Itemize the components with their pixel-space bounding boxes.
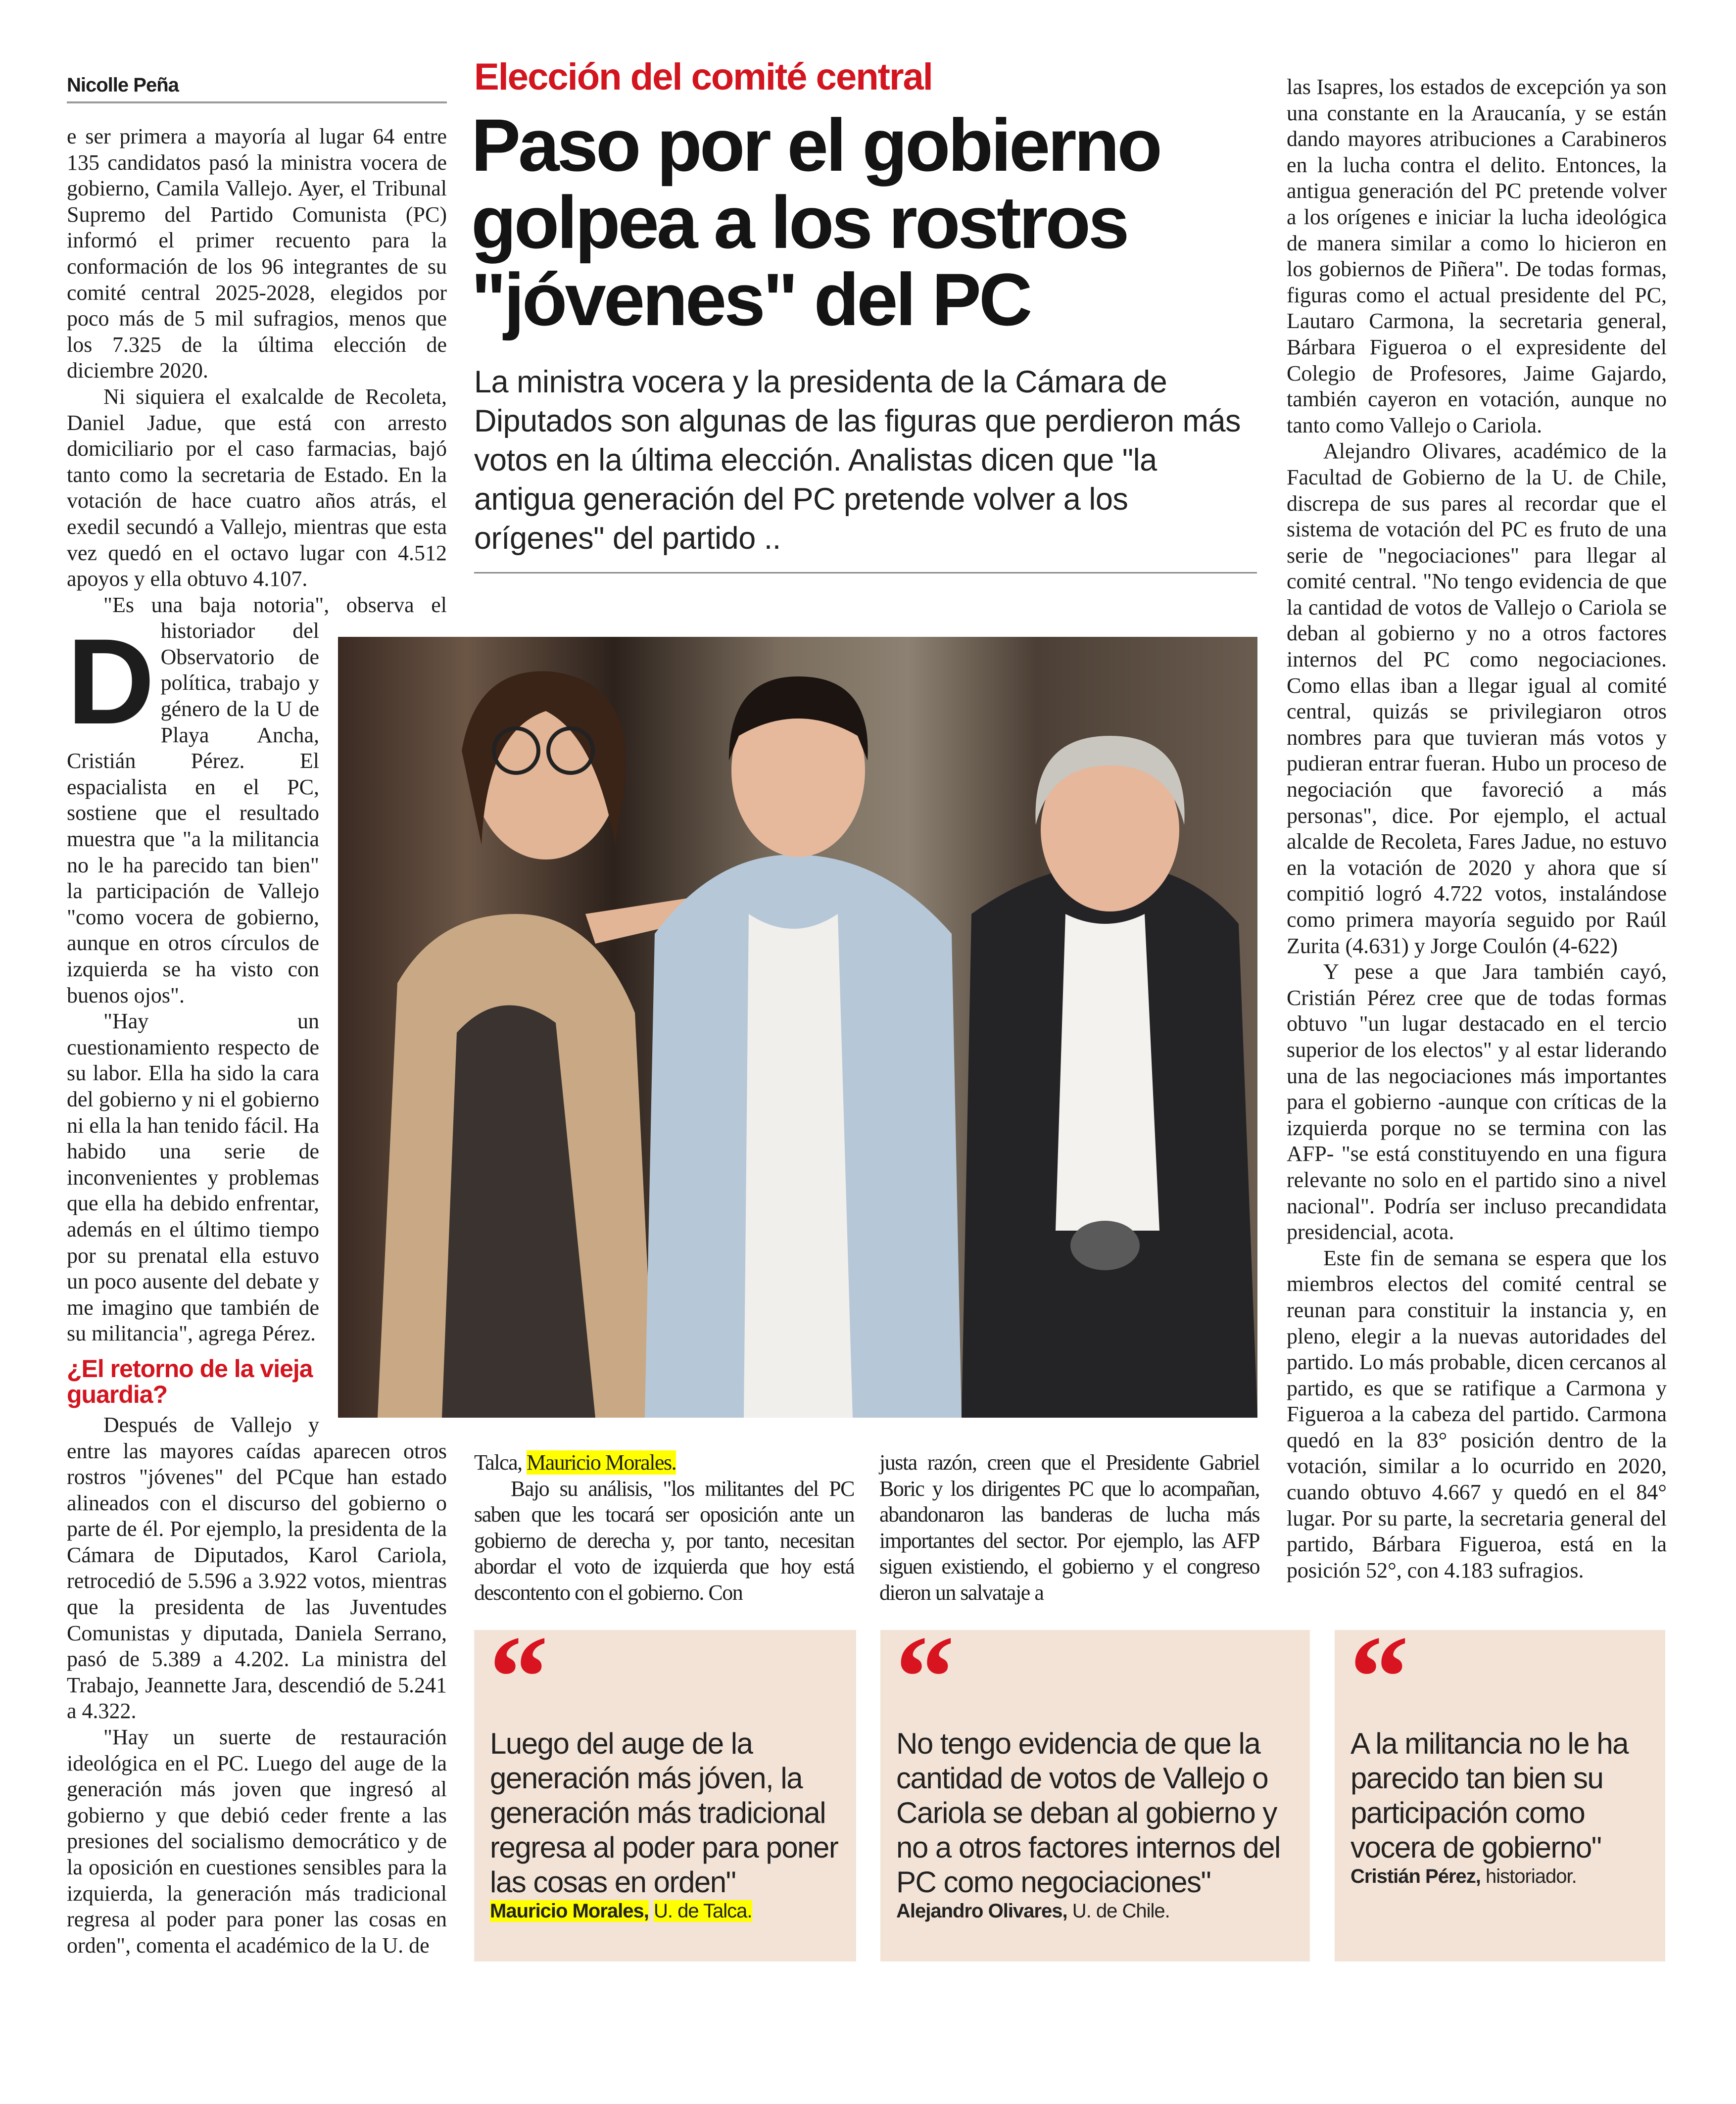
quote-text: A la militancia no le ha parecido tan bien su participación como vocera de gobierno" [1350, 1727, 1629, 1864]
paragraph: Alejandro Olivares, académico de la Facultad de Gobierno de la U. de Chile, discrepa de sus pares al recordar que el sistema de votación del PC es fruto de una serie de "negociaciones" para llegar al comité central. "No tengo evidencia de que la cantidad de votos de Vallejo o Cariola se deban al gobierno y no a otros factores internos del PC como negociaciones. Como ellas iban a llegar igual al comité central, quizás se privilegiaron otros nombres para que tuvieran más votos y pudieran entrar fueran. Hubo un proceso de negociación que favoreció a más personas", dice. Por ejemplo, el actual alcalde de Recoleta, Fares Jadue, no estuvo en la votación de 2020 y ahora que sí compitió logró 4.722 votos, instalándose como primera mayoría seguido por Raúl Zurita (4.631) y Jorge Coulón (4-622) [1287, 439, 1667, 958]
quote-mark-icon: “ [895, 1611, 955, 1743]
paragraph [474, 1450, 854, 1476]
paragraph-text: e ser primera a mayoría al lugar 64 entre 135 candidatos pasó la ministra vocera de gobierno, Camila Vallejo. Ayer, el Tribunal Supremo del Partido Comunista (PC) informó el primer recuento para la conformación de los 96 integrantes de su comité central 2025-2028, elegidos por poco más de 5 mil sufragios, menos que los 7.325 de la última elección de diciembre 2020. [67, 124, 447, 383]
quote-author: Mauricio Morales, [490, 1900, 649, 1922]
middle-column-2 [879, 1450, 1259, 1606]
quote-author-role: U. de Chile. [1072, 1900, 1170, 1922]
paragraph: Después de Vallejo y entre las mayores caídas aparecen otros rostros "jóvenes" del PCque han estado alineados con el discurso del gobierno o parte de él. Por ejemplo, la presidenta de la Cámara de Diputados, Karol Cariola, retrocedió de 5.596 a 3.922 votos, mientras que la presidenta de las Juventudes Comunistas y diputada, Daniela Serrano, pasó de 5.389 a 4.202. La ministra del Trabajo, Jeannette Jara, descendió de 5.241 a 4.322. [67, 1412, 447, 1723]
pull-quote [880, 1611, 1310, 1961]
headline: Paso por el gobierno golpea a los rostros "jóvenes" del PC [471, 103, 1160, 341]
pull-quote-text [896, 1726, 1300, 1922]
quote-author-role: U. de Talca. [654, 1900, 752, 1922]
subheading: ¿El retorno de la vieja guardia? [67, 1354, 313, 1408]
kicker: Elección del comité central [474, 56, 932, 98]
drop-cap: D [67, 614, 152, 750]
dek-divider [474, 572, 1257, 574]
pull-quote-text [490, 1726, 846, 1922]
pull-quote [474, 1611, 856, 1961]
paragraph: Ni siquiera el exalcalde de Recoleta, Daniel Jadue, que está con arresto domiciliario por el caso farmacias, bajó tanto como la secretaria de Estado. En la votación de hace cuatro años atrás, el exedil secundó a Vallejo, mientras que esta vez quedó en el octavo lugar con 4.512 apoyos y ella obtuvo 4.107. [67, 384, 447, 591]
paragraph-text: Talca, [474, 1450, 527, 1475]
headline-block [471, 103, 1263, 574]
article-photo [338, 637, 1257, 1418]
quote-mark-icon: “ [1350, 1611, 1409, 1743]
highlighted-text: Mauricio Morales. [527, 1450, 676, 1475]
paragraph: "Hay un suerte de restauración ideológica en el PC. Luego del auge de la generación más joven que ingresó al gobierno y que debió ceder frente a las presiones del socialismo democrático y de la oposición en cuestiones sensibles para la izquierda, la generación más tradicional regresa al poder para poner las cosas en orden", comenta el académico de la U. de [67, 1725, 447, 1958]
dek: La ministra vocera y la presidenta de la Cámara de Diputados son algunas de las figuras que perdieron más votos en la última elección. Analistas dicen que "la antigua generación del PC pretende volver a los orígenes" del partido .. [474, 365, 1241, 556]
paragraph: Y pese a que Jara también cayó, Cristián Pérez cree que de todas formas obtuvo "un lugar destacado en el tercio superior de los electos" y al estar liderando una de las negociaciones más importantes para el gobierno -aunque con críticas de la izquierda porque no se termina con las AFP- "se está constituyendo en una figura relevante no solo en el partido sino a nivel nacional". Podría ser incluso precandidata presidencial, acota. [1287, 959, 1667, 1244]
paragraph: "Es una baja notoria", observa el historiador del Observatorio de política, trabajo y género de la U de Playa Ancha, Cristián Pérez. El espacialista en el PC, sostiene que el resultado muestra que "a la militancia no le ha parecido tan bien" la participación de Vallejo "como vocera de gobierno, aunque en otros círculos de izquierda se ha visto con buenos ojos". [67, 592, 447, 1007]
quote-text: Luego del auge de la generación más jóven, la generación más tradicional regresa al poder para poner las cosas en orden" [490, 1727, 838, 1899]
quote-author-role: historiador. [1486, 1865, 1577, 1887]
quote-attribution [490, 1900, 846, 1922]
paragraph: Bajo su análisis, "los militantes del PC saben que les tocará ser oposición ante un gobierno de derecha y, por tanto, necesitan abordar el voto de izquierda que hoy está descontento con el gobierno. Con [474, 1476, 854, 1605]
paragraph: las Isapres, los estados de excepción ya son una constante en la Araucanía, y se están dando mayores atribuciones a Carabineros en la lucha contra el delito. Entonces, la antigua generación del PC pretende volver a los orígenes e iniciar la lucha ideológica de manera similar a como lo hicieron en los gobiernos de Piñera". De todas formas, figuras como el actual presidente del PC, Lautaro Carmona, la secretaria general, Bárbara Figueroa o el expresidente del Colegio de Profesores, Jaime Gajardo, también cayeron en votación, aunque no tanto como Vallejo o Cariola. [1287, 75, 1667, 437]
pull-quote-text [1350, 1726, 1655, 1888]
quote-author: Cristián Pérez, [1350, 1865, 1481, 1887]
quote-author: Alejandro Olivares, [896, 1900, 1067, 1922]
paragraph: justa razón, creen que el Presidente Gabriel Boric y los dirigentes PC que lo acompañan, abandonaron las banderas de lucha más importantes del sector. Por ejemplo, las AFP siguen existiendo, el gobierno y el congreso dieron un salvataje a [879, 1450, 1259, 1605]
quote-attribution [1350, 1865, 1655, 1888]
pull-quote [1335, 1611, 1665, 1961]
photo-illustration [338, 637, 1257, 1418]
middle-column-1 [474, 1450, 854, 1606]
paragraph: Este fin de semana se espera que los miembros electos del comité central se reunan para constituir la instancia y, en pleno, elegir a la nuevas autoridades del partido. Lo más probable, dicen cercanos al partido, es que se ratifique a Carmona y Figueroa a la cabeza del partido. Carmona quedó en la 83° posición dentro de la votación, similar a lo ocurrido en 2020, cuando obtuvo 4.667 y quedó en el 84° lugar. Por su parte, la secretaria general del partido, Bárbara Figueroa, está en la posición 52°, con 4.183 sufragios. [1287, 1245, 1667, 1582]
quote-text: No tengo evidencia de que la cantidad de votos de Vallejo o Cariola se deban al gobierno y no a otros factores internos del PC como negociaciones" [896, 1727, 1280, 1899]
right-column [1287, 74, 1667, 1583]
quote-attribution [896, 1900, 1300, 1922]
quote-mark-icon: “ [489, 1611, 548, 1743]
byline-divider [67, 101, 447, 103]
byline: Nicolle Peña [67, 74, 179, 96]
paragraph: "Hay un cuestionamiento respecto de su labor. Ella ha sido la cara del gobierno y ni el gobierno ni ella la han tenido fácil. Ha habido una serie de inconvenientes y problemas que ella ha debido enfrentar, además en el último tiempo por su prenatal ella estuvo un poco ausente del debate y me imagino que también de su militancia", agrega Pérez. [67, 1009, 319, 1346]
